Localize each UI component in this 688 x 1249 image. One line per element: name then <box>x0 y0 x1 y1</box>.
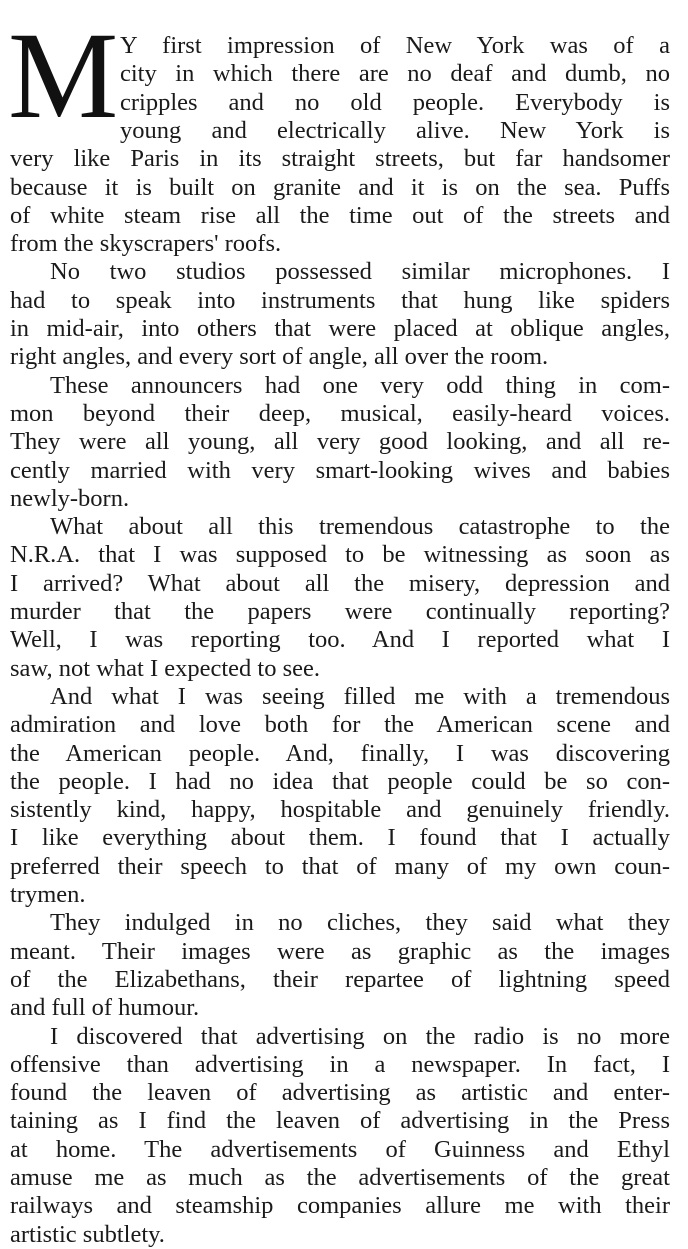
text-line: the people. I had no idea that people could be so con- <box>10 767 670 795</box>
text-line: And what I was seeing filled me with a tremendous <box>50 682 670 710</box>
text-line: from the skyscrapers' roofs. <box>10 230 282 258</box>
text-line: I arrived? What about all the misery, depression and <box>10 569 670 597</box>
text-line: meant. Their images were as graphic as the images <box>10 937 670 965</box>
text-line: preferred their speech to that of many of my own coun- <box>10 852 670 880</box>
text-line: Well, I was reporting too. And I reported what I <box>10 626 670 654</box>
text-line: I like everything about them. I found that I actually <box>10 824 670 852</box>
text-line: These announcers had one very odd thing in com- <box>50 371 670 399</box>
text-line: sistently kind, happy, hospitable and genuinely friendly. <box>10 796 670 824</box>
text-line: mon beyond their deep, musical, easily-heard voices. <box>10 399 670 427</box>
text-line: They indulged in no cliches, they said what they <box>50 909 670 937</box>
drop-cap: M <box>8 7 119 144</box>
text-line: in mid-air, into others that were placed at oblique angles, <box>10 315 670 342</box>
text-line: I discovered that advertising on the radio is no more <box>50 1022 670 1050</box>
text-line: because it is built on granite and it is on the sea. Puffs <box>10 173 670 201</box>
text-line: They were all young, all very good looking, and all re- <box>10 428 670 456</box>
text-line: very like Paris in its straight streets, but far handsomer <box>10 145 670 173</box>
text-line: offensive than advertising in a newspaper. In fact, I <box>10 1050 670 1078</box>
text-line: trymen. <box>10 881 86 908</box>
text-line: newly-born. <box>10 484 130 512</box>
text-line: of white steam rise all the time out of the streets and <box>10 201 670 229</box>
text-line: Y first impression of New York was of a <box>120 32 670 59</box>
text-line: cently married with very smart-looking wives and babies <box>10 456 670 484</box>
text-line: admiration and love both for the American scene and <box>10 711 670 739</box>
text-line: right angles, and every sort of angle, all over the room. <box>10 343 549 371</box>
text-line: and full of humour. <box>10 994 200 1022</box>
text-line: found the leaven of advertising as artistic and enter- <box>10 1079 670 1107</box>
text-line: railways and steamship companies allure me with their <box>10 1192 670 1220</box>
text-line: N.R.A. that I was supposed to be witnessing as soon as <box>10 541 670 569</box>
text-line: at home. The advertisements of Guinness and Ethyl <box>10 1135 670 1163</box>
text-line: the American people. And, finally, I was discovering <box>10 739 670 767</box>
text-line: murder that the papers were continually reporting? <box>10 598 670 625</box>
text-line: city in which there are no deaf and dumb, no <box>120 60 670 88</box>
text-line: artistic subtlety. <box>10 1220 165 1248</box>
text-line: of the Elizabethans, their repartee of lightning speed <box>10 965 670 993</box>
text-line: had to speak into instruments that hung like spiders <box>10 286 670 314</box>
text-line: amuse me as much as the advertisements of the great <box>10 1164 670 1191</box>
text-line: taining as I find the leaven of advertising in the Press <box>10 1107 670 1135</box>
text-line: cripples and no old people. Everybody is <box>120 88 670 116</box>
text-line: young and electrically alive. New York is <box>120 116 670 144</box>
text-line: saw, not what I expected to see. <box>10 654 320 682</box>
text-line: What about all this tremendous catastrophe to the <box>50 513 670 541</box>
text-line: No two studios possessed similar microphones. I <box>50 258 670 286</box>
